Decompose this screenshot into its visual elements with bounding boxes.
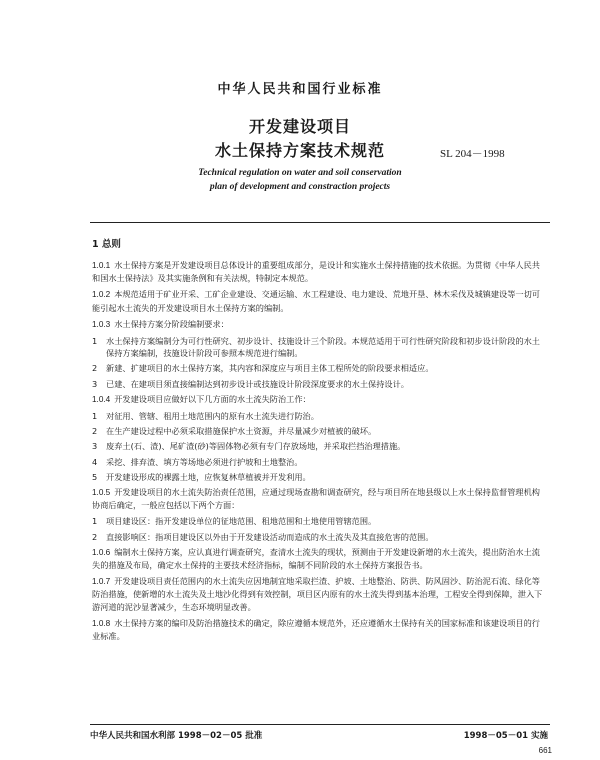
clause-text: 水土保持方案的编印及防治措施技术的确定，除应遵循本规范外，还应遵循水土保持有关的国家标准和该建设项目的行业标准。: [92, 617, 540, 642]
clause-number: 1.0.1: [92, 261, 111, 270]
clause-text: 编制水土保持方案，应认真进行调查研究，查清水土流失的现状，预测由于开发建设新增的水土流失，提出防治水土流失的措施及布局，确定水土保持的主要技术经济指标，编制不同阶段的水土保持方案报告书。: [92, 546, 540, 571]
item-number: 3: [92, 378, 98, 389]
standard-title: 中华人民共和国行业标准: [217, 82, 383, 97]
item-text: 已建、在建项目须直接编制达到初步设计或技施设计阶段深度要求的水土保持设计。: [106, 378, 409, 389]
clause-1-0-3: [92, 318, 547, 331]
clause-number: 1.0.7: [92, 577, 111, 587]
item-number: 2: [92, 531, 98, 542]
clause-1-0-2: [92, 288, 547, 313]
document-title-line2: 水土保持方案技术规范: [214, 141, 385, 160]
item-text: 直接影响区：指项目建设区以外由于开发建设活动而造成的水土流失及其直接危害的范围。: [106, 531, 434, 542]
page-number: 661: [538, 746, 552, 755]
list-item: [92, 456, 547, 468]
item-number: 1: [92, 516, 98, 527]
list-item: [92, 531, 547, 543]
header-divider: [90, 222, 550, 223]
item-text: 废弃土(石、渣)、尾矿渣(砂)等固体物必须有专门存放场地，并采取拦挡治理措施。: [106, 441, 406, 452]
item-number: 2: [92, 426, 98, 437]
clause-number: 1.0.3: [92, 319, 111, 329]
clause-text: 水土保持方案是开发建设项目总体设计的重要组成部分，是设计和实施水土保持措施的技术依据。为贯彻《中华人民共和国水土保持法》及其实施条例和有关法规，特制定本规范。: [92, 260, 540, 284]
item-text: 采挖、排弃渣、填方等场地必须进行护坡和土地整治。: [106, 456, 303, 467]
clause-number: 1.0.4: [92, 394, 111, 404]
english-title-line2: plan of development and constraction projects: [209, 182, 391, 192]
list-item: [92, 410, 547, 422]
list-item: [92, 378, 547, 390]
item-number: 4: [92, 456, 98, 467]
clause-text: 开发建设项目责任范围内的水土流失应因地制宜地采取拦渣、护坡、土地整治、防洪、防风固沙、防治泥石流、绿化等防治措施，使新增的水土流失及土地沙化得到有效控制，项目区内原有的水土流失得到基本治理，工程安全得到保障，泄入下游河道的泥沙显著减少，生态环境明显改善。: [92, 576, 543, 612]
item-text: 在生产建设过程中必须采取措施保护水土资源，并尽量减少对植被的破坏。: [106, 426, 377, 437]
document-title-line1: 开发建设项目: [248, 117, 351, 136]
clause-1-0-8: [92, 617, 547, 642]
clause-1-0-4: [92, 393, 547, 406]
item-number: 3: [92, 441, 98, 452]
list-item: [92, 425, 547, 437]
clause-number: 1.0.8: [92, 618, 111, 628]
item-text: 水土保持方案编制分为可行性研究、初步设计、技施设计三个阶段。本规范适用于可行性研究阶段和初步设计阶段的水土保持方案编制，技施设计阶段可参照本规范进行编制。: [106, 336, 540, 359]
item-number: 2: [92, 363, 98, 374]
clause-text: 本规范适用于矿业开采、工矿企业建设、交通运输、水工程建设、电力建设、荒地开垦、林木采伐及城镇建设等一切可能引起水土流失的开发建设项目水土保持方案的编制。: [92, 289, 540, 313]
list-item: [92, 440, 547, 452]
clause-number: 1.0.2: [92, 290, 111, 300]
item-text: 新建、扩建项目的水土保持方案，其内容和深度应与项目主体工程所处的阶段要求相适应。: [106, 363, 434, 374]
clause-text: 开发建设项目应做好以下几方面的水土流失防治工作：: [114, 393, 311, 404]
list-item: [92, 515, 547, 527]
item-number: 1: [92, 336, 98, 347]
clause-number: 1.0.5: [92, 488, 111, 498]
clause-1-0-5: [92, 486, 547, 511]
clause-text: 水土保持方案分阶段编制要求：: [114, 318, 229, 329]
section-heading: 1 总则: [92, 239, 121, 250]
clause-1-0-6: [92, 546, 547, 571]
list-item: [92, 362, 547, 374]
footer-divider: [90, 724, 550, 725]
clause-text: 开发建设项目的水土流失防治责任范围，应通过现场查勘和调查研究，经与项目所在地县级以上水土保持监督管理机构协商后确定，一般应包括以下两个方面：: [92, 487, 540, 511]
item-text: 项目建设区：指开发建设单位的征地范围、租地范围和土地使用管辖范围。: [106, 516, 377, 527]
list-item: [92, 471, 547, 483]
approval-info: 中华人民共和国水利部 1998－02－05 批准: [90, 731, 263, 741]
implementation-date: 1998－05－01 实施: [463, 731, 548, 741]
clause-number: 1.0.6: [92, 547, 111, 557]
item-text: 对征用、管辖、租用土地范围内的原有水土流失进行防治。: [106, 411, 319, 422]
english-title-line1: Technical regulation on water and soil conservation: [198, 168, 402, 178]
clause-1-0-7: [92, 575, 547, 613]
item-number: 5: [92, 471, 98, 482]
item-number: 1: [92, 411, 98, 422]
list-item: [92, 335, 547, 359]
item-text: 开发建设形成的裸露土地，应恢复林草植被并开发利用。: [106, 471, 311, 482]
body-text: [92, 238, 547, 646]
clause-1-0-1: [92, 259, 547, 284]
standard-code: SL 204－1998: [440, 148, 505, 160]
